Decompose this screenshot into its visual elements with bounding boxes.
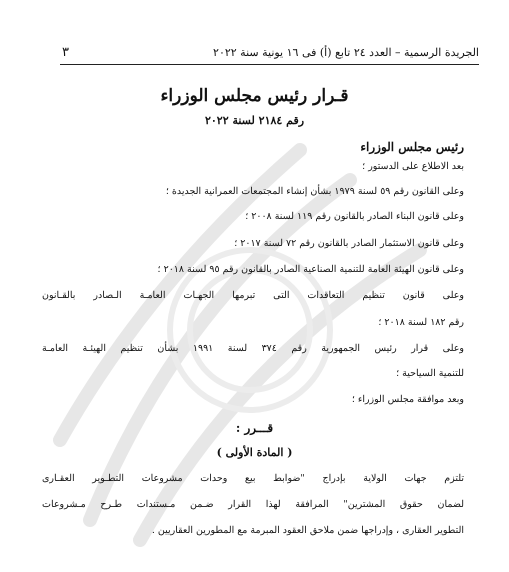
preamble-line: وبعد موافقة مجلس الوزراء ؛ [351, 394, 464, 405]
preamble-line: وعلى قانون تنظيم التعاقدات التى تبرمها الجهـات العامـة الـصادر بالقـانون [42, 290, 464, 301]
article-line: لضمان حقوق المشترين" المرافقة لهذا القرار ضـمن مـستندات طـرح مـشروعات [42, 499, 464, 510]
preamble-line: وعلى قانون البناء الصادر بالقانون رقم ١١٩ لسنة ٢٠٠٨ ؛ [245, 211, 464, 222]
decree-title: قـرار رئيس مجلس الوزراء [160, 86, 349, 106]
decision-label: قـــرر : [235, 421, 274, 435]
article-line: تلتزم جهات الولاية بإدراج "ضوابط بيع وحدات مشروعات التطـوير العقـارى [42, 473, 464, 484]
preamble-line: للتنمية السياحية ؛ [396, 368, 464, 379]
article-title: ( المادة الأولى ) [216, 446, 293, 459]
decree-number: رقم ٢١٨٤ لسنة ٢٠٢٢ [204, 114, 305, 127]
page-header [62, 42, 479, 62]
header-rule [60, 64, 479, 65]
preamble-line: رقم ١٨٢ لسنة ٢٠١٨ ؛ [378, 317, 464, 328]
issuing-authority: رئيس مجلس الوزراء [360, 140, 464, 154]
preamble-line: وعلى قانون الاستثمار الصادر بالقانون رقم ٧٢ لسنة ٢٠١٧ ؛ [234, 238, 464, 249]
preamble-line: وعلى قرار رئيس الجمهورية رقم ٣٧٤ لسنة ١٩٩١ بشأن تنظيم الهيئـة العامـة [42, 343, 465, 354]
article-line: التطوير العقارى ، وإدراجها ضمن ملاحق العقود المبرمة مع المطورين العقاريين . [151, 525, 464, 536]
preamble-line: وعلى القانون رقم ٥٩ لسنة ١٩٧٩ بشأن إنشاء المجتمعات العمرانية الجديدة ؛ [165, 186, 464, 197]
header-title: الجريدة الرسمية – العدد ٢٤ تابع (أ) فى ١٦ يونية سنة ٢٠٢٢ [213, 45, 479, 59]
preamble-line: بعد الاطلاع على الدستور ؛ [362, 161, 464, 172]
page-number: ٣ [62, 44, 69, 60]
preamble-line: وعلى قانون الهيئة العامة للتنمية الصناعية الصادر بالقانون رقم ٩٥ لسنة ٢٠١٨ ؛ [157, 264, 464, 275]
